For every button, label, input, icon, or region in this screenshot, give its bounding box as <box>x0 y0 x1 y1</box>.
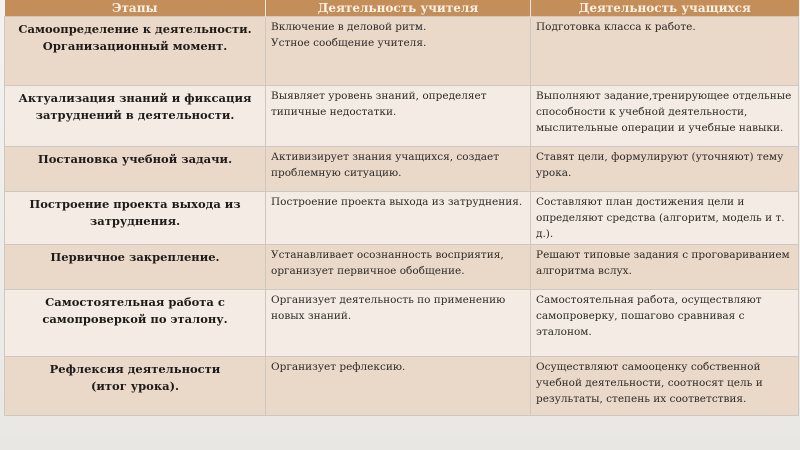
teacher-cell: Включение в деловой ритм. Устное сообщение учителя. <box>266 17 531 86</box>
table-row <box>5 147 799 192</box>
teacher-cell: Построение проекта выхода из затруднения. <box>266 192 531 245</box>
table-header-row <box>5 0 799 17</box>
stage-cell: Самоопределение к деятельности. Организационный момент. <box>5 17 266 86</box>
lesson-stages-table <box>4 0 799 416</box>
header-stages: Этапы <box>5 0 266 17</box>
stage-cell: Постановка учебной задачи. <box>5 147 266 192</box>
stage-cell: Первичное закрепление. <box>5 245 266 290</box>
student-cell: Самостоятельная работа, осуществляют самопроверку, пошагово сравнивая с эталоном. <box>531 290 799 357</box>
teacher-cell: Организует рефлексию. <box>266 357 531 416</box>
table-row <box>5 86 799 147</box>
header-teacher-activity: Деятельность учителя <box>266 0 531 17</box>
student-cell: Подготовка класса к работе. <box>531 17 799 86</box>
table-row <box>5 245 799 290</box>
teacher-cell: Устанавливает осознанность восприятия, организует первичное обобщение. <box>266 245 531 290</box>
stage-cell: Рефлексия деятельности (итог урока). <box>5 357 266 416</box>
student-cell: Осуществляют самооценку собственной учебной деятельности, соотносят цель и результаты, степень их соответствия. <box>531 357 799 416</box>
teacher-cell: Выявляет уровень знаний, определяет типичные недостатки. <box>266 86 531 147</box>
student-cell: Составляют план достижения цели и определяют средства (алгоритм, модель и т. д.). <box>531 192 799 245</box>
student-cell: Решают типовые задания с проговариванием алгоритма вслух. <box>531 245 799 290</box>
student-cell: Выполняют задание,тренирующее отдельные способности к учебной деятельности, мыслительные операции и учебные навыки. <box>531 86 799 147</box>
stage-cell: Построение проекта выхода из затруднения. <box>5 192 266 245</box>
table-row <box>5 290 799 357</box>
stage-cell: Актуализация знаний и фиксация затруднений в деятельности. <box>5 86 266 147</box>
teacher-cell: Активизирует знания учащихся, создает проблемную ситуацию. <box>266 147 531 192</box>
teacher-cell: Организует деятельность по применению новых знаний. <box>266 290 531 357</box>
table-row <box>5 17 799 86</box>
table-row <box>5 357 799 416</box>
student-cell: Ставят цели, формулируют (уточняют) тему урока. <box>531 147 799 192</box>
table-row <box>5 192 799 245</box>
stage-cell: Самостоятельная работа с самопроверкой по эталону. <box>5 290 266 357</box>
header-student-activity: Деятельность учащихся <box>531 0 799 17</box>
